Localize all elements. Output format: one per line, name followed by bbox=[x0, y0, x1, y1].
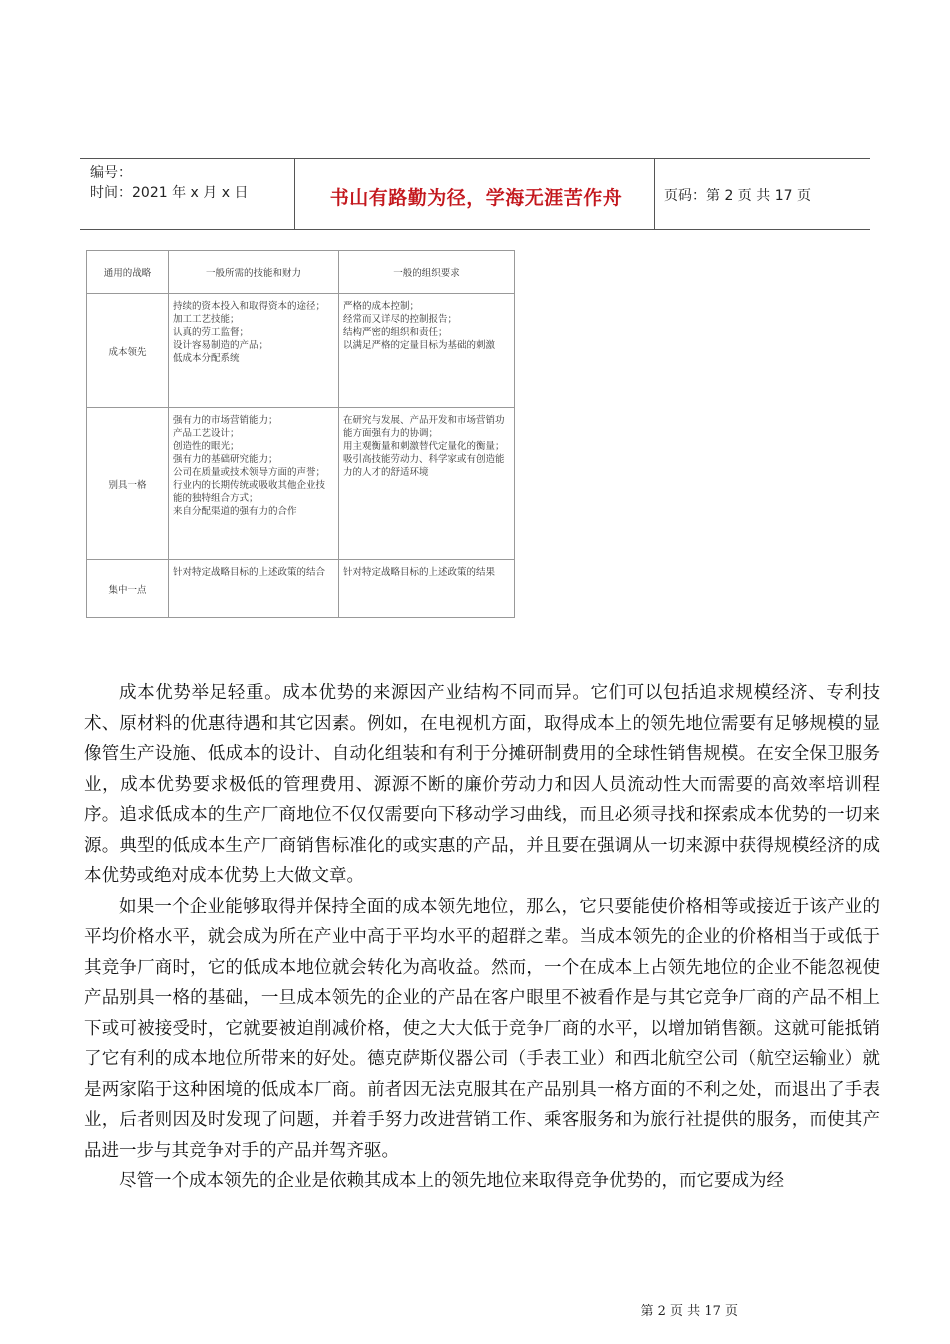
table-cell-line: 产品工艺设计； bbox=[173, 428, 240, 439]
paragraph: 如果一个企业能够取得并保持全面的成本领先地位，那么，它只要能使价格相等或接近于该产业的平均价格水平，就会成为所在产业中高于平均水平的超群之辈。当成本领先的企业的价格相当于或低于其竞争厂商时，它的低成本地位就会转化为高收益。然而，一个在成本上占领先地位的企业不能忽视使产品别具一格的基础，一旦成本领先的企业的产品在客户眼里不被看作是与其它竞争厂商的产品不相上下或可被接受时，它就要被迫削减价格，使之大大低于竞争厂商的水平，以增加销售额。这就可能抵销了它有利的成本地位所带来的好处。德克萨斯仪器公司（手表工业）和西北航空公司（航空运输业）就是两家陷于这种困境的低成本厂商。前者因无法克服其在产品别具一格方面的不利之处，而退出了手表业，后者则因及时发现了问题，并着手努力改进营销工作、乘客服务和为旅行社提供的服务，而使其产品进一步与其竞争对手的产品并驾齐驱。 bbox=[84, 896, 880, 1161]
strategy-table bbox=[86, 250, 515, 618]
header-page-number: 页码：第 2 页 共 17 页 bbox=[664, 188, 811, 204]
table-cell-line: 公司在质量或技术领导方面的声誉； bbox=[173, 467, 326, 478]
table-cell-line: 强有力的市场营销能力； bbox=[173, 415, 278, 426]
table-header-row bbox=[87, 251, 515, 294]
table-cell-line: 在研究与发展、产品开发和市场营销功能方面强有力的协调； bbox=[343, 415, 505, 439]
table-header-org: 一般的组织要求 bbox=[339, 251, 515, 294]
page-header bbox=[80, 158, 870, 230]
table-cell-category: 别具一格 bbox=[87, 408, 169, 560]
table-cell-line: 低成本分配系统 bbox=[173, 353, 240, 364]
table-cell-line: 以满足严格的定量目标为基础的刺激 bbox=[343, 340, 496, 351]
table-cell-line: 吸引高技能劳动力、科学家或有创造能力的人才的舒适环境 bbox=[343, 454, 505, 478]
table-cell-category: 集中一点 bbox=[87, 560, 169, 618]
header-meta bbox=[90, 163, 248, 203]
table-cell-line: 加工工艺技能； bbox=[173, 314, 240, 325]
table-cell-org bbox=[339, 408, 515, 560]
table-cell-line: 经常而又详尽的控制报告； bbox=[343, 314, 458, 325]
paragraph: 成本优势举足轻重。成本优势的来源因产业结构不同而异。它们可以包括追求规模经济、专利技术、原材料的优惠待遇和其它因素。例如，在电视机方面，取得成本上的领先地位需要有足够规模的显像管生产设施、低成本的设计、自动化组装和有利于分摊研制费用的全球性销售规模。在安全保卫服务业，成本优势要求极低的管理费用、源源不断的廉价劳动力和因人员流动性大而需要的高效率培训程序。追求低成本的生产厂商地位不仅仅需要向下移动学习曲线，而且必须寻找和探索成本优势的一切来源。典型的低成本生产厂商销售标准化的或实惠的产品，并且要在强调从一切来源中获得规模经济的成本优势或绝对成本优势上大做文章。 bbox=[84, 683, 880, 886]
table-cell-category: 成本领先 bbox=[87, 294, 169, 408]
table-row bbox=[87, 408, 515, 560]
body-text bbox=[84, 678, 880, 1197]
table-header-strategy: 通用的战略 bbox=[87, 251, 169, 294]
table-cell-org bbox=[339, 560, 515, 618]
table-cell-line: 设计容易制造的产品； bbox=[173, 340, 269, 351]
table-cell-line: 强有力的基础研究能力； bbox=[173, 454, 278, 465]
header-motto: 书山有路勤为径，学海无涯苦作舟 bbox=[329, 187, 623, 209]
table-cell-line: 结构严密的组织和责任； bbox=[343, 327, 448, 338]
table-cell-org bbox=[339, 294, 515, 408]
table-cell-line: 针对特定战略目标的上述政策的结合 bbox=[173, 567, 326, 578]
table-header-skills: 一般所需的技能和财力 bbox=[169, 251, 339, 294]
header-divider bbox=[654, 159, 655, 229]
table-row bbox=[87, 560, 515, 618]
table-cell-skills bbox=[169, 560, 339, 618]
table-cell-line: 认真的劳工监督； bbox=[173, 327, 250, 338]
paragraph: 尽管一个成本领先的企业是依赖其成本上的领先地位来取得竞争优势的，而它要成为经 bbox=[119, 1171, 784, 1191]
footer-page-number: 第 2 页 共 17 页 bbox=[640, 1304, 738, 1319]
table-cell-skills bbox=[169, 408, 339, 560]
table-cell-skills bbox=[169, 294, 339, 408]
table-cell-line: 行业内的长期传统或吸收其他企业技能的独特组合方式； bbox=[173, 480, 326, 504]
table-cell-line: 针对特定战略目标的上述政策的结果 bbox=[343, 567, 496, 578]
table-cell-line: 持续的资本投入和取得资本的途径； bbox=[173, 301, 326, 312]
table-cell-line: 来自分配渠道的强有力的合作 bbox=[173, 506, 297, 517]
document-number-label: 编号： bbox=[90, 165, 132, 181]
header-divider bbox=[294, 159, 295, 229]
table-cell-line: 严格的成本控制； bbox=[343, 301, 420, 312]
document-date-label: 时间：2021 年 x 月 x 日 bbox=[90, 185, 249, 201]
table-cell-line: 创造性的眼光； bbox=[173, 441, 240, 452]
table-row bbox=[87, 294, 515, 408]
table-cell-line: 用主观衡量和刺激替代定量化的衡量； bbox=[343, 441, 505, 452]
